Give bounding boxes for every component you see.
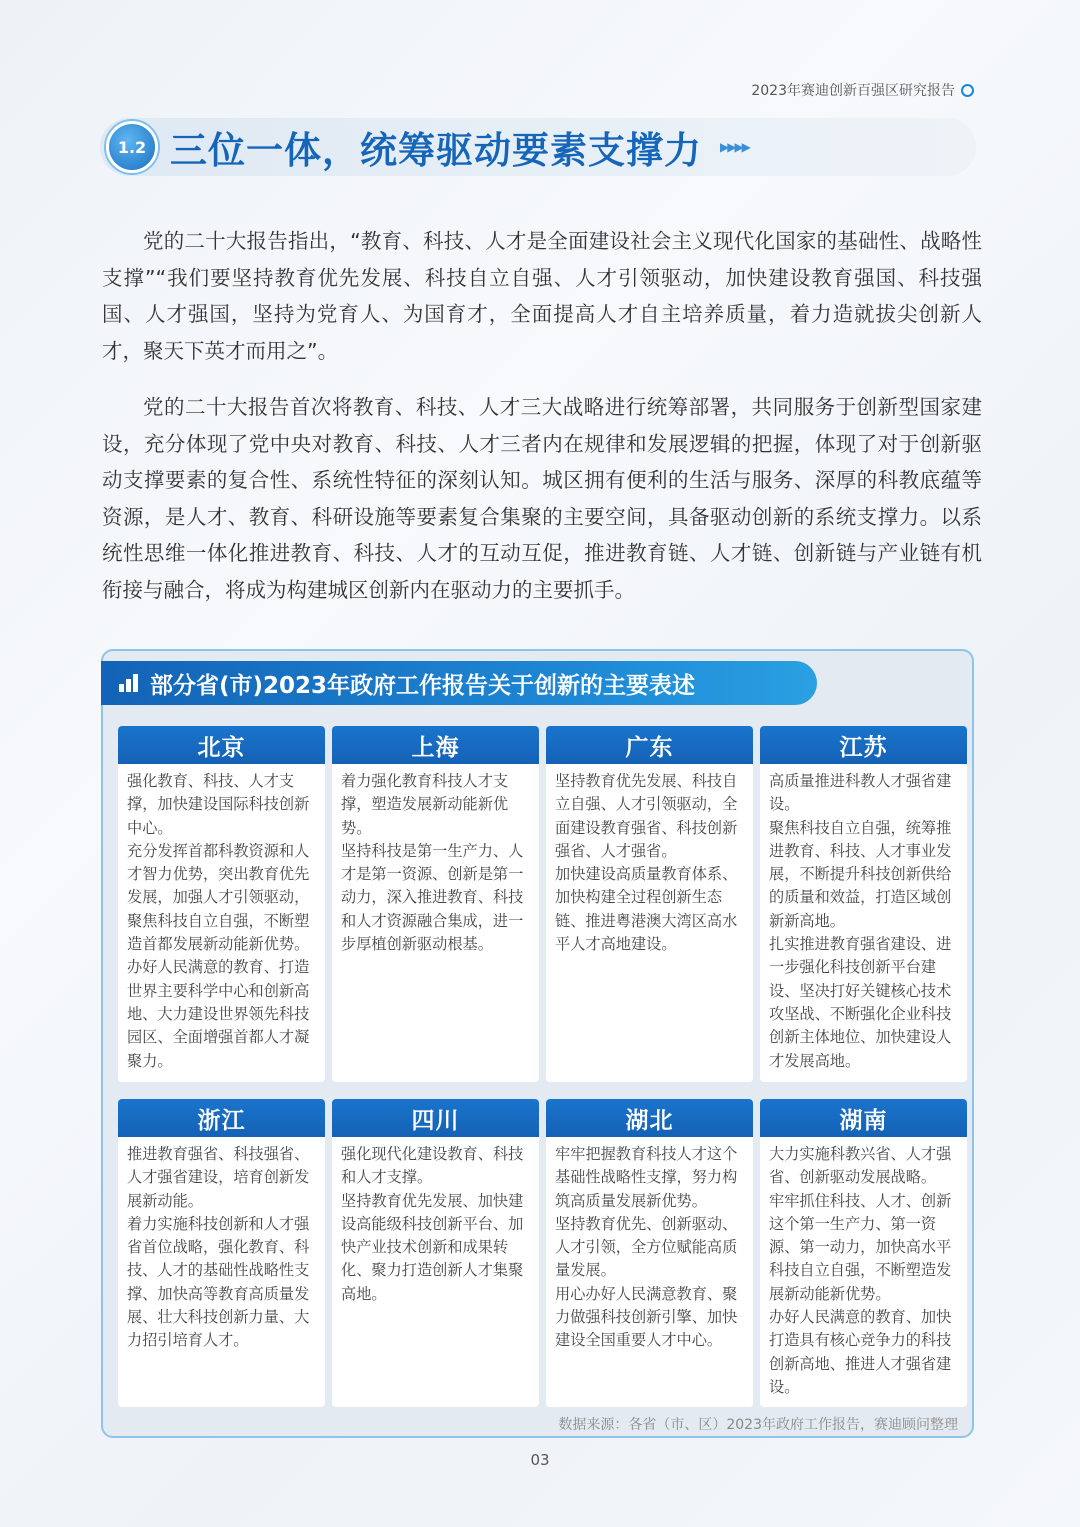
card-line: 加快建设高质量教育体系、加快构建全过程创新生态链、推进粤港澳大湾区高水平人才高地建设。 — [555, 865, 738, 954]
card-sichuan — [332, 1099, 539, 1407]
section-header — [100, 118, 976, 176]
card-guangdong — [546, 726, 753, 1082]
arrows-icon: ▶▶▶▶ — [720, 140, 749, 154]
section-title: 三位一体，统筹驱动要素支撑力 — [170, 129, 702, 172]
province-panel — [101, 649, 974, 1438]
ring-icon — [961, 84, 974, 97]
card-beijing — [118, 726, 325, 1082]
card-body — [118, 1137, 325, 1359]
card-line: 着力强化教育科技人才支撑，塑造发展新动能新优势。 — [341, 772, 509, 837]
card-body — [546, 1137, 753, 1359]
card-line: 牢牢抓住科技、人才、创新这个第一生产力、第一资源、第一动力，加快高水平科技自立自强，不断塑造发展新动能新优势。 — [769, 1191, 952, 1303]
card-line: 大力实施科教兴省、人才强省、创新驱动发展战略。 — [769, 1145, 952, 1187]
card-title: 四川 — [332, 1099, 539, 1137]
card-line: 着力实施科技创新和人才强省首位战略，强化教育、科技、人才的基础性战略性支撑、加快高等教育高质量发展、壮大科技创新力量、大力招引培育人才。 — [127, 1214, 310, 1350]
card-line: 推进教育强省、科技强省、人才强省建设，培育创新发展新动能。 — [127, 1145, 310, 1210]
card-zhejiang — [118, 1099, 325, 1407]
page-number: 03 — [530, 1451, 550, 1469]
card-body — [546, 764, 753, 962]
card-title: 广东 — [546, 726, 753, 764]
card-line: 坚持教育优先发展、科技自立自强、人才引领驱动，全面建设教育强省、科技创新强省、人才强省。 — [555, 772, 738, 860]
card-line: 用心办好人民满意教育、聚力做强科技创新引擎、加快建设全国重要人才中心。 — [555, 1284, 738, 1350]
card-line: 坚持教育优先发展、加快建设高能级科技创新平台、加快产业技术创新和成果转化、聚力打造创新人才集聚高地。 — [341, 1191, 524, 1303]
card-body — [118, 764, 325, 1079]
report-title: 2023年赛迪创新百强区研究报告 — [751, 83, 955, 99]
card-line: 坚持教育优先、创新驱动、人才引领，全方位赋能高质量发展。 — [555, 1214, 738, 1280]
card-body — [760, 1137, 967, 1405]
section-number-badge: 1.2 — [106, 121, 158, 173]
card-hubei — [546, 1099, 753, 1407]
card-line: 坚持科技是第一生产力、人才是第一资源、创新是第一动力，深入推进教育、科技和人才资源融合集成，进一步厚植创新驱动根基。 — [341, 841, 524, 954]
paragraph-1: 党的二十大报告指出，“教育、科技、人才是全面建设社会主义现代化国家的基础性、战略性支撑”“我们要坚持教育优先发展、科技自立自强、人才引领驱动，加快建设教育强国、科技强国、人才强国，坚持为党育人、为国育才，全面提高人才自主培养质量，着力造就拔尖创新人才，聚天下英才而用之”。 — [102, 229, 982, 363]
card-line: 聚焦科技自立自强，统筹推进教育、科技、人才事业发展，不断提升科技创新供给的质量和效益，打造区域创新新高地。 — [769, 818, 952, 930]
card-title: 浙江 — [118, 1099, 325, 1137]
card-title: 湖北 — [546, 1099, 753, 1137]
card-body — [332, 1137, 539, 1312]
card-shanghai — [332, 726, 539, 1082]
card-line: 办好人民满意的教育、打造世界主要科学中心和创新高地、大力建设世界领先科技园区、全面增强首都人才凝聚力。 — [127, 958, 310, 1070]
card-hunan — [760, 1099, 967, 1407]
card-body — [332, 764, 539, 962]
card-body — [760, 764, 967, 1079]
card-line: 强化教育、科技、人才支撑，加快建设国际科技创新中心。 — [127, 772, 310, 837]
data-source: 数据来源：各省（市、区）2023年政府工作报告，赛迪顾问整理 — [558, 1417, 958, 1433]
paragraph-2: 党的二十大报告首次将教育、科技、人才三大战略进行统筹部署，共同服务于创新型国家建设，充分体现了党中央对教育、科技、人才三者内在规律和发展逻辑的把握，体现了对于创新驱动支撑要素的复合性、系统性特征的深刻认知。城区拥有便利的生活与服务、深厚的科教底蕴等资源，是人才、教育、科研设施等要素复合集聚的主要空间，具备驱动创新的系统支撑力。以系统性思维一体化推进教育、科技、人才的互动互促，推进教育链、人才链、创新链与产业链有机衔接与融合，将成为构建城区创新内在驱动力的主要抓手。 — [102, 395, 982, 602]
card-title: 江苏 — [760, 726, 967, 764]
card-line: 充分发挥首都科教资源和人才智力优势，突出教育优先发展，加强人才引领驱动，聚焦科技自立自强，不断塑造首都发展新动能新优势。 — [127, 841, 310, 954]
card-title: 湖南 — [760, 1099, 967, 1137]
card-title: 北京 — [118, 726, 325, 764]
card-line: 牢牢把握教育科技人才这个基础性战略性支撑，努力构筑高质量发展新优势。 — [555, 1145, 738, 1210]
card-jiangsu — [760, 726, 967, 1082]
bar-chart-icon — [119, 674, 138, 692]
card-line: 强化现代化建设教育、科技和人才支撑。 — [341, 1145, 524, 1187]
card-line: 高质量推进科教人才强省建设。 — [769, 772, 952, 814]
report-header — [751, 80, 974, 100]
card-line: 扎实推进教育强省建设、进一步强化科技创新平台建设、坚决打好关键核心技术攻坚战、不断强化企业科技创新主体地位、加快建设人才发展高地。 — [769, 935, 952, 1070]
card-title: 上海 — [332, 726, 539, 764]
panel-title: 部分省(市)2023年政府工作报告关于创新的主要表述 — [150, 672, 696, 699]
panel-title-bar — [101, 661, 817, 705]
card-line: 办好人民满意的教育、加快打造具有核心竞争力的科技创新高地、推进人才强省建设。 — [769, 1308, 952, 1396]
